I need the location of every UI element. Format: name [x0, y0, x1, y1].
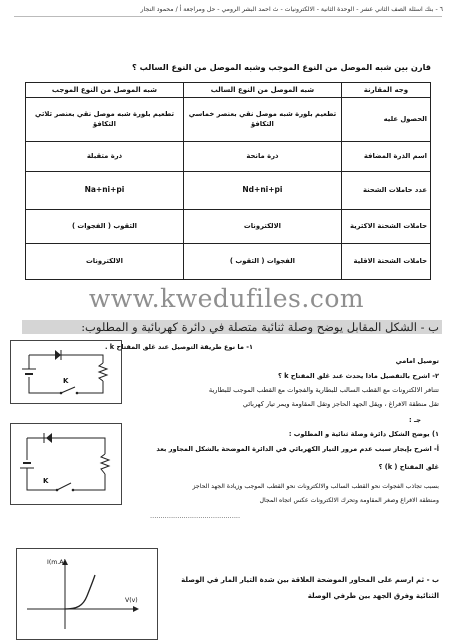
- watermark: www.kwedufiles.com: [88, 284, 365, 313]
- answer-c1a-line-1: بسبب تجاذب الفجوات نحو القطب السالب والالكترونات نحو القطب الموجب وزيادة الجهد الحاجز: [192, 483, 439, 490]
- table-cell: تطعيم بلورة شبه موصل نقي بعنصر ثلاثي التكافؤ: [26, 98, 184, 142]
- table-cell: الثقوب ( الفجوات ): [26, 210, 184, 244]
- table-row: [26, 98, 431, 142]
- circuit-2-drawing: [11, 424, 121, 504]
- question-c1: ١) يوضح الشكل دائرة وصلة ثنائية و المطلوب :: [288, 430, 439, 438]
- section-b-title: ب - الشكل المقابل يوضح وصلة ثنائية متصلة في دائرة كهربائية و المطلوب:: [81, 320, 439, 334]
- table-cell: الحصول عليه: [341, 98, 430, 142]
- x-axis-label: V(v): [125, 597, 138, 604]
- answer-c1a-line-2: ومنطقة الافراغ وصغر المقاومة وتحرك الالكترونات عكس اتجاه المجال: [259, 497, 439, 504]
- switch-label: K: [63, 377, 69, 385]
- comparison-table: [25, 82, 431, 280]
- table-cell: اسم الذرة المضافة: [341, 142, 430, 172]
- dotted-line: ...........................................: [150, 512, 241, 520]
- table-header: شبه الموصل من النوع السالب: [183, 83, 341, 98]
- table-cell: ذرة متقبلة: [26, 142, 184, 172]
- question-c1b-line-1: ب - ثم ارسم على المحاور الموضحة العلاقة بين شدة التيار المار في الوصلة: [181, 576, 439, 584]
- question-c1a-line-1: أ- اشرح بإيجاز سبب عدم مرور التيار الكهربائي في الدائرة الموضحة بالشكل المجاور بعد: [156, 445, 439, 453]
- section-jeem: جـ :: [409, 416, 421, 424]
- question-c1b-line-2: الثنائية وفرق الجهد بين طرفي الوصلة: [307, 592, 439, 600]
- table-cell: عدد حاملات الشحنة: [341, 172, 430, 210]
- y-axis-label: I(m.A): [47, 559, 66, 566]
- table-row: [26, 244, 431, 280]
- circuit-diagram-2: [10, 423, 122, 505]
- table-cell: ذرة مانحة: [183, 142, 341, 172]
- question-1: قارن بين شبه الموصل من النوع الموجب وشبه الموصل من النوع السالب ؟: [132, 62, 431, 72]
- answer-b2-line-1: تتنافر الالكترونات مع القطب السالب للبطارية والفجوات مع القطب الموجب للبطارية: [208, 386, 439, 394]
- answer-b1: توصيل امامي: [395, 357, 439, 365]
- answer-b2-line-2: تقل منطقة الافراغ ، ويقل الجهد الحاجز وتقل المقاومة ويمر تيار كهربائي: [242, 400, 439, 408]
- question-b1: ١- ما نوع طريقة التوصيل عند غلق المفتاح k .: [104, 343, 253, 351]
- question-b2: ٢- اشرح بالتفصيل ماذا يحدث عند غلق المفتاح k ؟: [277, 372, 439, 380]
- table-header: شبه الموصل من النوع الموجب: [26, 83, 184, 98]
- table-cell: تطعيم بلورة شبه موصل نقي بعنصر خماسي التكافؤ: [183, 98, 341, 142]
- switch-label: K: [43, 477, 49, 485]
- table-cell: Nd+ni+pi: [183, 172, 341, 210]
- question-c1a-line-2: غلق المفتاح ( k) ؟: [378, 463, 439, 471]
- table-row: [26, 210, 431, 244]
- iv-graph: [16, 548, 158, 640]
- table-cell: حاملات الشحنة الاقلية: [341, 244, 430, 280]
- table-cell: حاملات الشحنة الاكثرية: [341, 210, 430, 244]
- table-row: [26, 172, 431, 210]
- table-row: [26, 142, 431, 172]
- table-cell: الالكترونات: [26, 244, 184, 280]
- table-cell: الفجوات ( الثقوب ): [183, 244, 341, 280]
- table-header: وجه المقارنة: [341, 83, 430, 98]
- iv-graph-drawing: [17, 549, 157, 639]
- header-divider: [14, 16, 442, 17]
- table-cell: Na+ni+pi: [26, 172, 184, 210]
- page-header: ٦ - بنك اسئلة الصف الثاني عشر - الوحدة الثانية - الالكترونيات - ث احمد البشر الرومي - حل ومراجعة أ / محمود النجار: [140, 6, 443, 13]
- table-cell: الالكترونات: [183, 210, 341, 244]
